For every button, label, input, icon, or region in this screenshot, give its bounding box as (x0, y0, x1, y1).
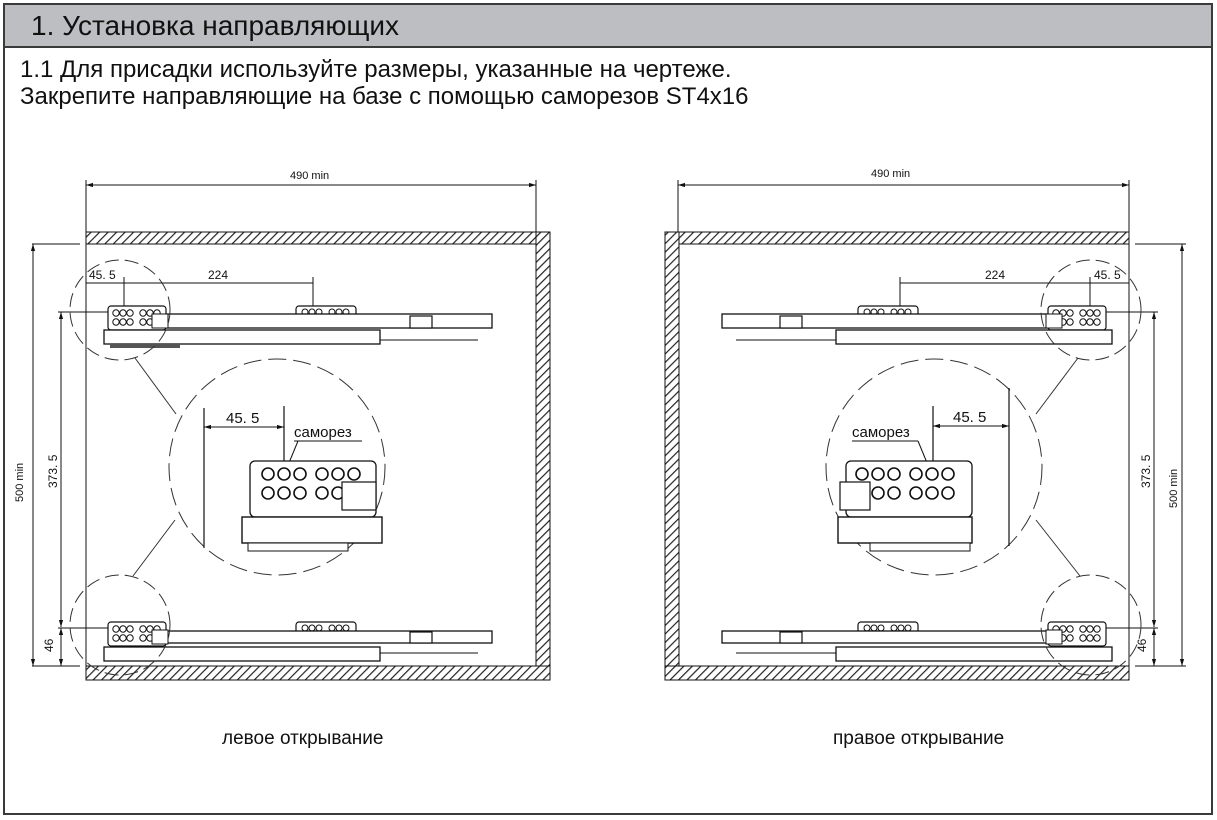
right-detail-dim: 45. 5 (953, 409, 987, 426)
left-bottom-rail (104, 622, 492, 661)
left-height-dim: 500 min (14, 462, 26, 502)
right-screw-label: саморез (852, 424, 910, 441)
left-rail-offset-dim: 373. 5 (46, 454, 60, 488)
right-width-dim: 490 min (871, 168, 911, 180)
right-opening-caption: правое открывание (833, 728, 1005, 749)
right-height-dim: 500 min (1168, 468, 1180, 508)
left-opening-diagram (14, 170, 550, 680)
right-hole-spacing-dim: 224 (985, 268, 1006, 282)
section-title: 1. Установка направляющих (31, 10, 400, 41)
left-detail-view (204, 406, 382, 551)
left-bottom-offset-dim: 46 (42, 638, 56, 652)
left-width-dim: 490 min (290, 170, 330, 182)
right-detail-view (838, 388, 1009, 551)
left-screw-label: саморез (294, 424, 352, 441)
instruction-line-2: Закрепите направляющие на базе с помощью саморезов ST4x16 (20, 83, 749, 110)
right-opening-diagram (665, 168, 1186, 680)
right-bottom-rail (722, 622, 1112, 661)
right-top-rail (722, 306, 1112, 344)
instruction-line-1: 1.1 Для присадки используйте размеры, указанные на чертеже. (20, 56, 732, 83)
left-detail-dim: 45. 5 (226, 410, 260, 427)
left-edge-offset-dim: 45. 5 (89, 268, 116, 282)
left-top-rail (104, 306, 492, 348)
right-rail-offset-dim: 373. 5 (1139, 454, 1153, 488)
right-bottom-offset-dim: 46 (1135, 638, 1149, 652)
right-edge-offset-dim: 45. 5 (1094, 268, 1121, 282)
left-opening-caption: левое открывание (222, 728, 384, 749)
left-hole-spacing-dim: 224 (208, 268, 229, 282)
